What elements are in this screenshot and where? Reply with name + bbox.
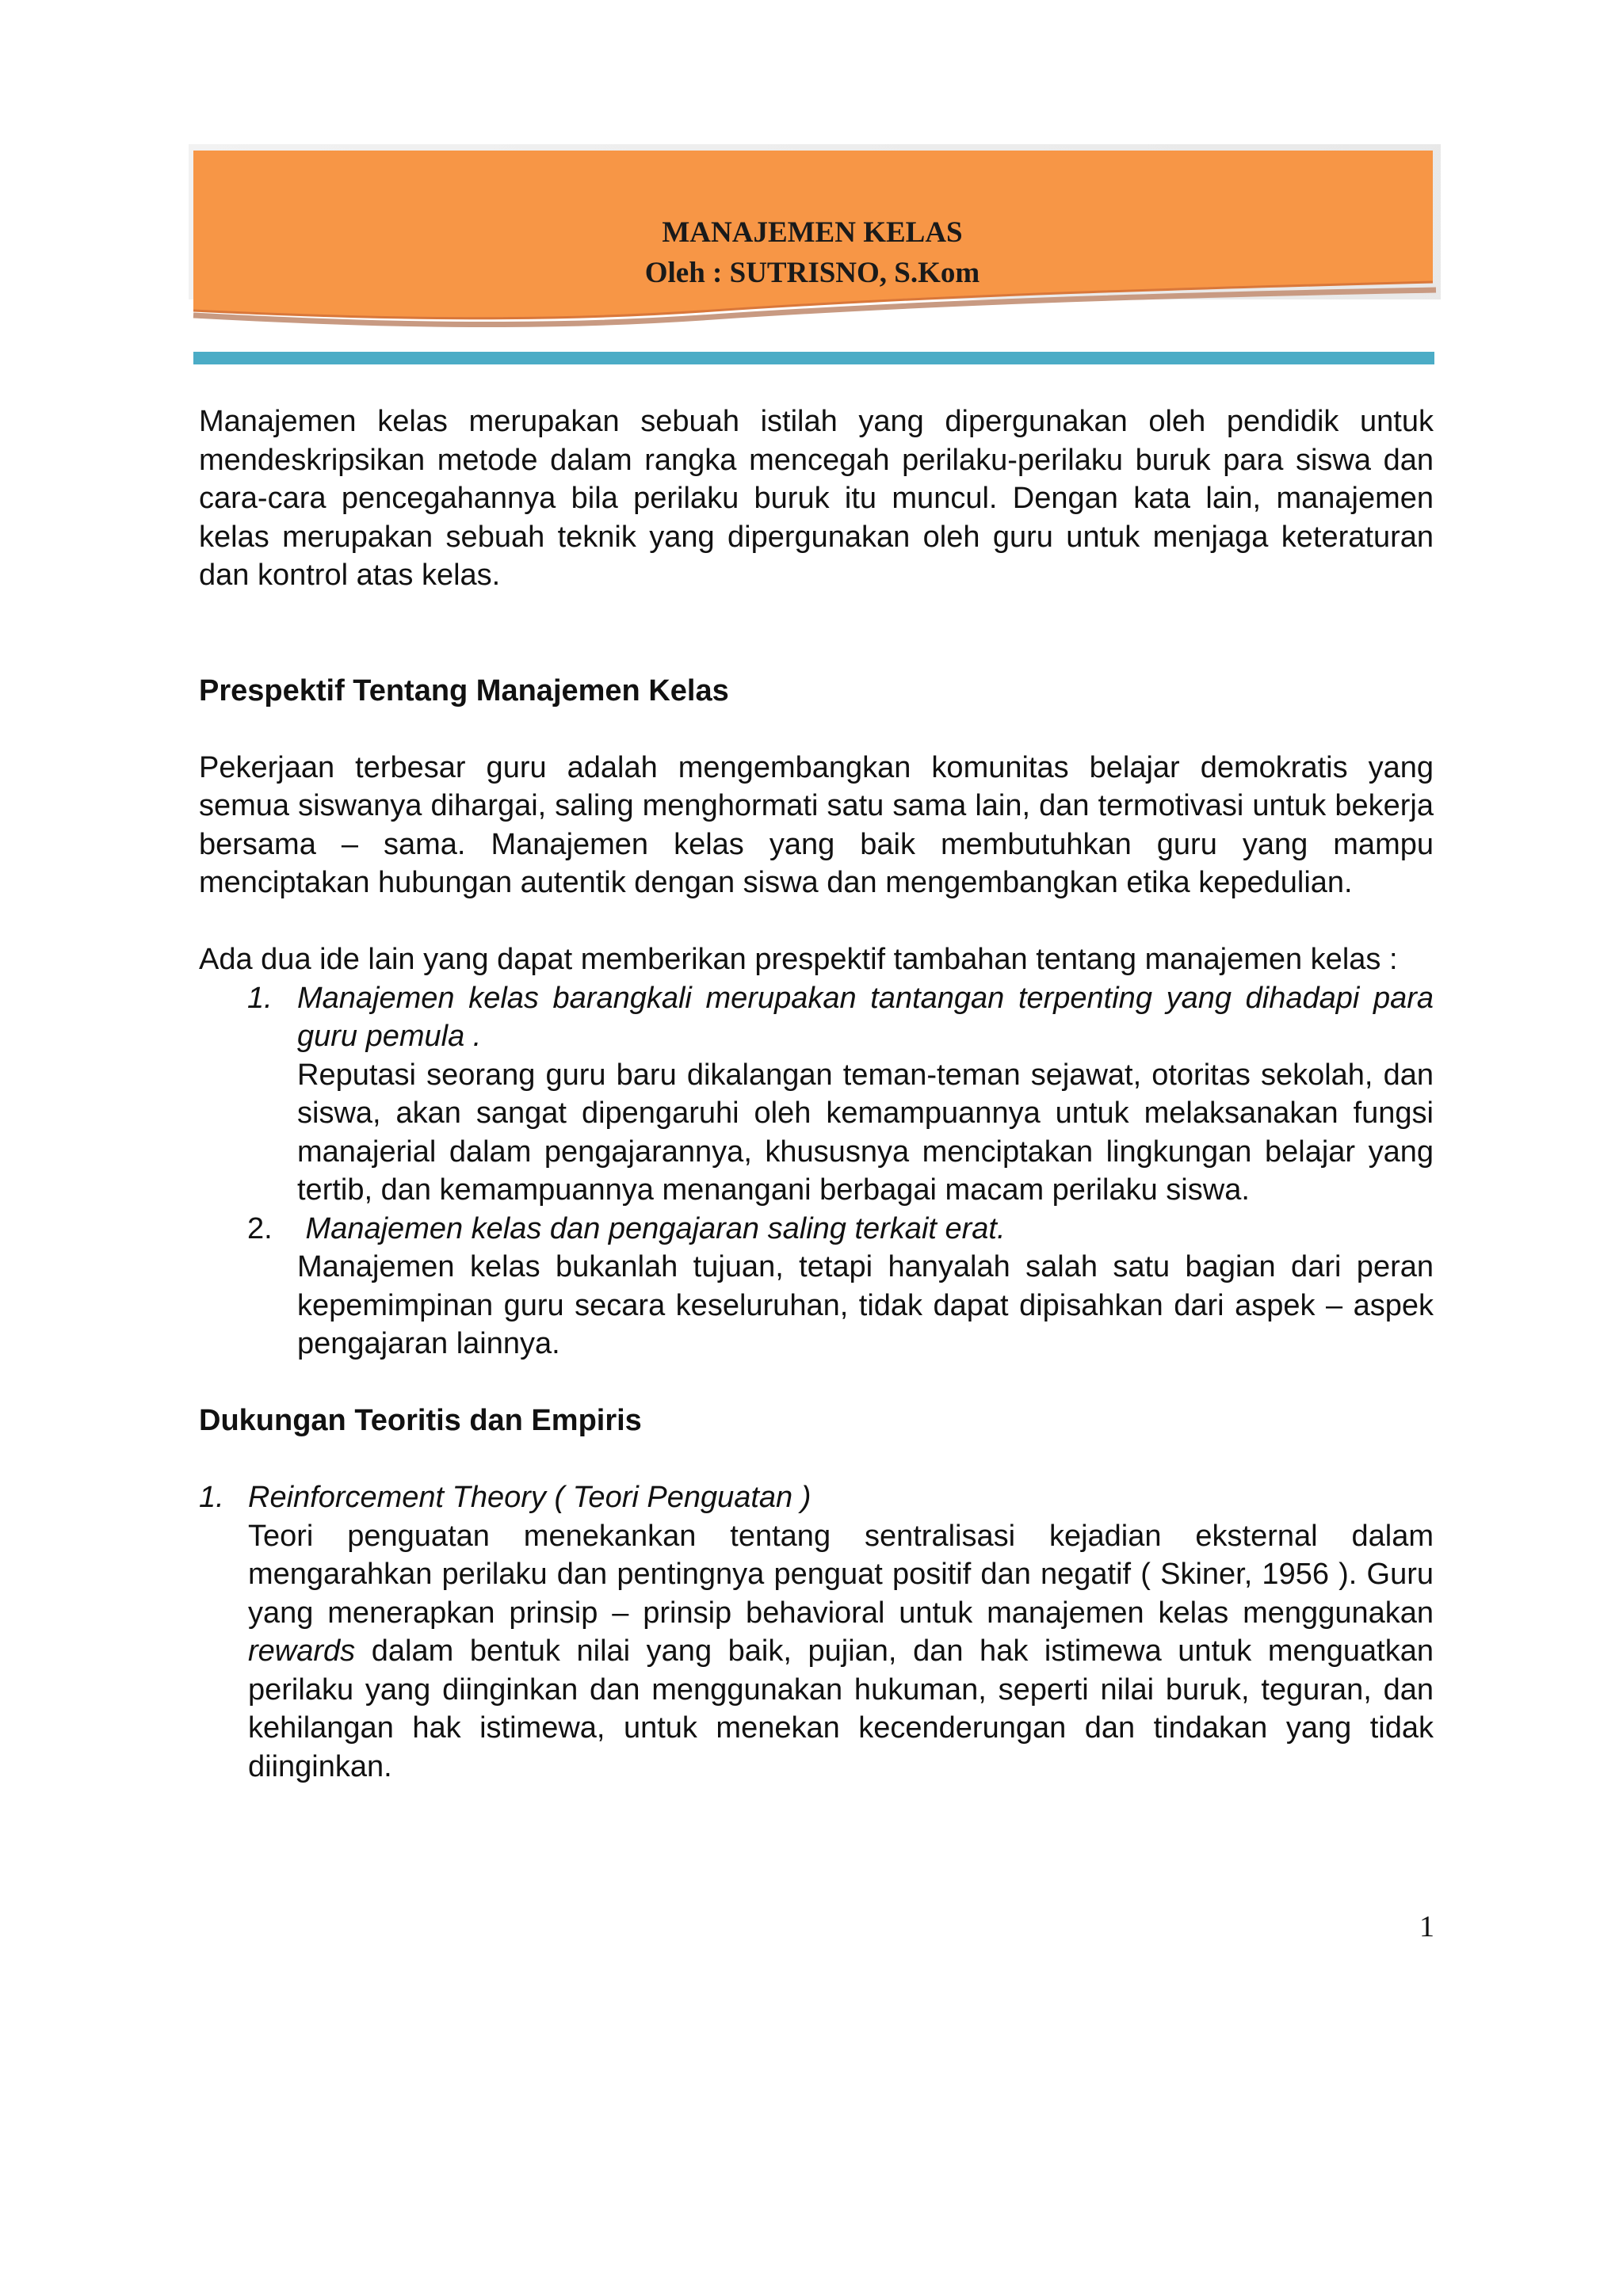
document-title: MANAJEMEN KELAS xyxy=(662,216,963,249)
header-banner xyxy=(0,0,1623,380)
perspective-paragraph: Pekerjaan terbesar guru adalah mengembangkan komunitas belajar demokratis yang semua siswanya dihargai, saling menghormati satu sama lain, dan termotivasi untuk bekerja bersama – sama. Manajemen kelas yang baik membutuhkan guru yang mampu menciptakan hubungan autentik dengan siswa dan mengembangkan etika kepedulian. xyxy=(199,750,1434,899)
ideas-intro-paragraph: Ada dua ide lain yang dapat memberikan prespektif tambahan tentang manajemen kelas : xyxy=(199,943,1398,976)
document-body xyxy=(199,402,1434,1786)
section-heading-theory: Dukungan Teoritis dan Empiris xyxy=(199,1404,642,1437)
list-number: 2. xyxy=(247,1211,273,1245)
intro-paragraph: Manajemen kelas merupakan sebuah istilah yang dipergunakan oleh pendidik untuk mendeskripsikan metode dalam rangka mencegah perilaku-perilaku buruk para siswa dan cara-cara pencegahannya bila perilaku buruk itu muncul. Dengan kata lain, manajemen kelas merupakan sebuah teknik yang dipergunakan oleh guru untuk menjaga keteraturan dan kontrol atas kelas. xyxy=(199,405,1434,592)
theory-body-text-end: dalam bentuk nilai yang baik, pujian, dan hak istimewa untuk menguatkan perilaku yang diinginkan dan menggunakan hukuman, seperti nilai buruk, teguran, dan kehilangan hak istimewa, untuk menekan kecenderungan dan tindakan yang tidak diinginkan. xyxy=(248,1634,1434,1783)
section-heading-perspective: Prespektif Tentang Manajemen Kelas xyxy=(199,673,729,707)
list-item xyxy=(199,979,1434,1210)
theory-body-emphasis: rewards xyxy=(248,1634,356,1668)
page-number: 1 xyxy=(1419,1910,1434,1943)
list-item-title: Manajemen kelas barangkali merupakan tantangan terpenting yang dihadapi para guru pemula . xyxy=(297,981,1434,1053)
header-title-block xyxy=(190,212,1434,293)
list-item-body: Reputasi seorang guru baru dikalangan teman-teman sejawat, otoritas sekolah, dan siswa, akan sangat dipengaruhi oleh kemampuannya untuk melaksanakan fungsi manajerial dalam pengajarannya, khususnya menciptakan lingkungan belajar yang tertib, dan kemampuannya menangani berbagai macam perilaku siswa. xyxy=(297,1058,1434,1207)
document-author: Oleh : SUTRISNO, S.Kom xyxy=(644,257,980,289)
theory-item xyxy=(199,1478,1434,1786)
theory-body-text: Teori penguatan menekankan tentang sentralisasi kejadian eksternal dalam mengarahkan perilaku dan pentingnya penguat positif dan negatif ( Skiner, 1956 ). Guru yang menerapkan prinsip – prinsip behavioral untuk manajemen kelas menggunakan xyxy=(248,1519,1434,1630)
list-item xyxy=(199,1210,1434,1363)
theory-body xyxy=(248,1517,1434,1787)
list-item-title: Manajemen kelas dan pengajaran saling terkait erat. xyxy=(297,1211,1006,1245)
theory-title: Reinforcement Theory ( Teori Penguatan ) xyxy=(248,1481,812,1514)
banner-blue-bar xyxy=(193,352,1434,364)
theory-number: 1. xyxy=(199,1481,224,1514)
list-item-body: Manajemen kelas bukanlah tujuan, tetapi hanyalah salah satu bagian dari peran kepemimpinan guru secara keseluruhan, tidak dapat dipisahkan dari aspek – aspek pengajaran lainnya. xyxy=(297,1250,1434,1360)
list-number: 1. xyxy=(247,981,273,1015)
